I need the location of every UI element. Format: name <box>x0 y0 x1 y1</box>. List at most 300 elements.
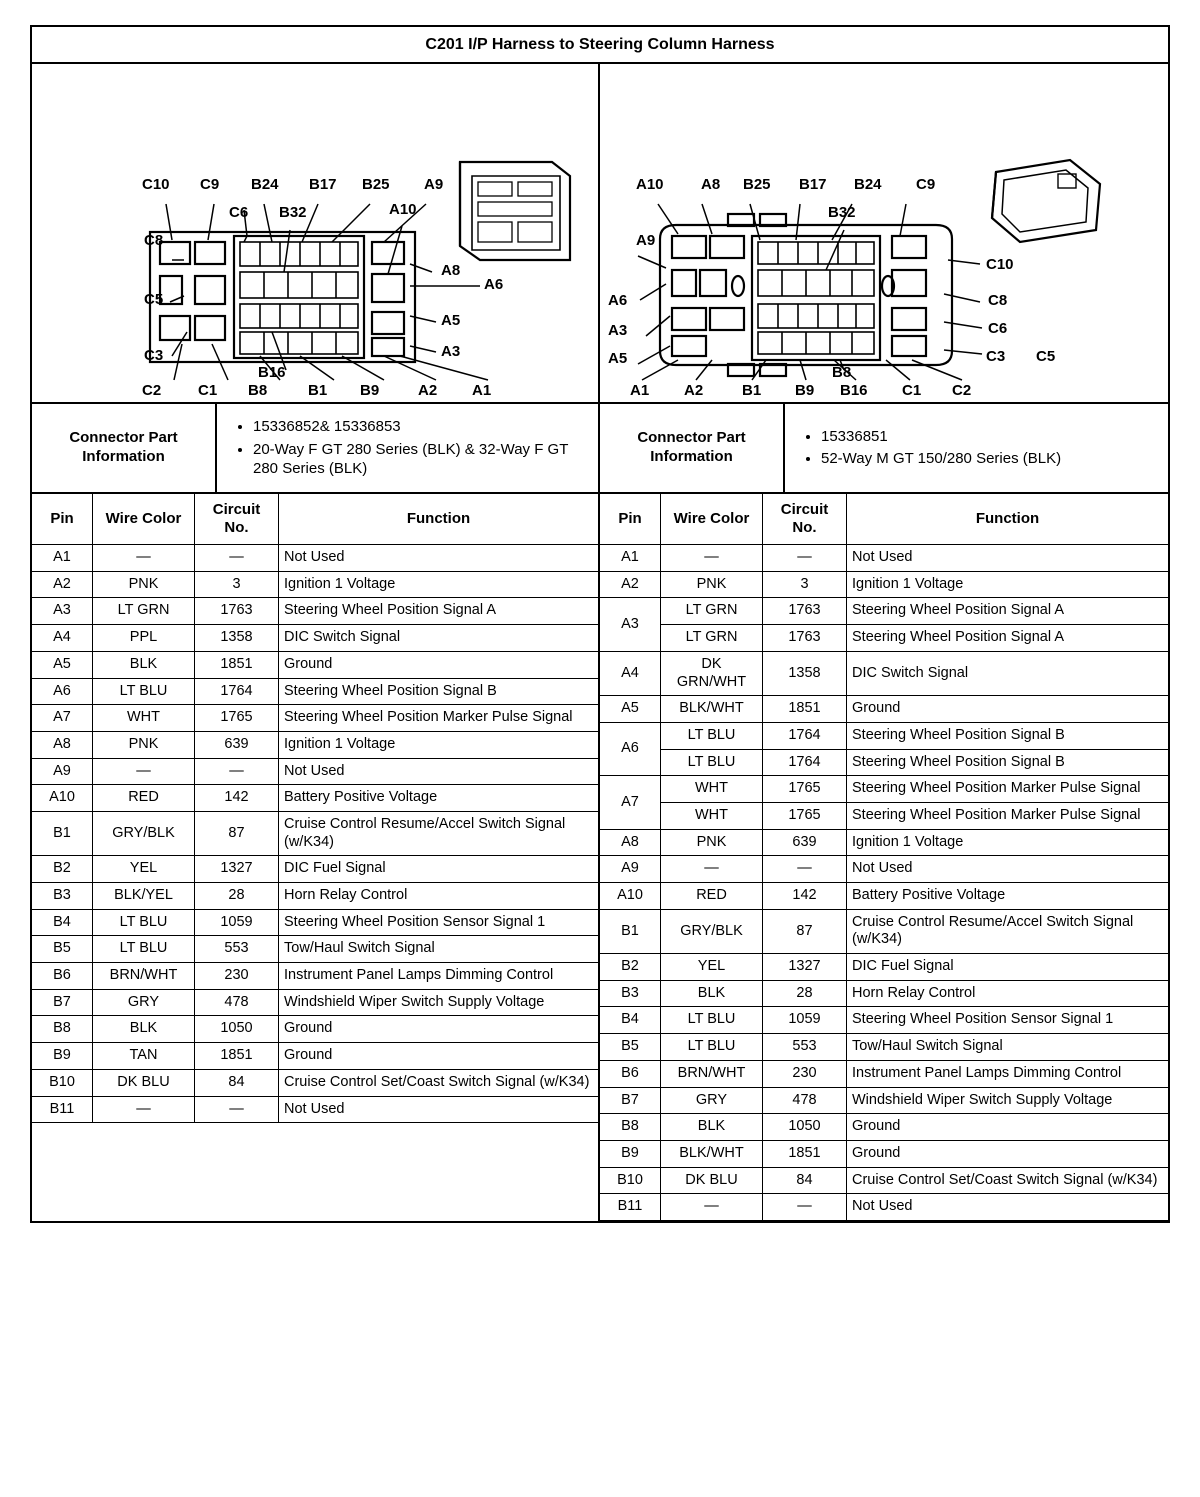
table-row <box>600 1007 1168 1034</box>
cell-circuit-no: 84 <box>195 1069 279 1096</box>
cell-circuit-no: 553 <box>195 936 279 963</box>
cell-wire-color: WHT <box>93 705 195 732</box>
cell-circuit-no: 142 <box>195 785 279 812</box>
cell-circuit-no: — <box>763 1194 847 1221</box>
cell-wire-color: TAN <box>93 1043 195 1070</box>
pin-label-b8: B8 <box>248 382 268 399</box>
cell-wire-color: — <box>661 545 763 572</box>
cell-function: Cruise Control Set/Coast Switch Signal (w/K34) <box>279 1069 599 1096</box>
cell-pin: A9 <box>600 856 661 883</box>
table-row <box>32 598 598 625</box>
list-item: • 15336851 <box>821 427 1162 447</box>
cell-function: Windshield Wiper Switch Supply Voltage <box>279 989 599 1016</box>
cell-function: Ground <box>279 1016 599 1043</box>
table-row <box>600 1060 1168 1087</box>
cell-circuit-no: — <box>195 758 279 785</box>
cell-function: Not Used <box>279 545 599 572</box>
cell-wire-color: — <box>661 1194 763 1221</box>
cell-wire-color: BLK/WHT <box>661 696 763 723</box>
right-pin-table-wrapper <box>600 494 1168 1221</box>
cell-wire-color: LT GRN <box>93 598 195 625</box>
cell-pin: A7 <box>32 705 93 732</box>
cell-wire-color: — <box>93 758 195 785</box>
pin-label-a8: A8 <box>441 262 461 279</box>
pin-label-a3: A3 <box>441 343 461 360</box>
pin-label-b24: B24 <box>854 176 882 193</box>
cell-circuit-no: — <box>195 1096 279 1123</box>
cell-pin: A7 <box>600 776 661 829</box>
table-row <box>32 785 598 812</box>
table-row <box>600 1194 1168 1221</box>
table-row <box>600 883 1168 910</box>
cell-pin: B9 <box>32 1043 93 1070</box>
cell-wire-color: LT GRN <box>661 625 763 652</box>
table-row <box>600 749 1168 776</box>
cell-function: Windshield Wiper Switch Supply Voltage <box>847 1087 1169 1114</box>
column-header-wire-color: Wire Color <box>661 494 763 545</box>
table-row <box>600 980 1168 1007</box>
cell-wire-color: LT BLU <box>93 909 195 936</box>
pin-label-c2: C2 <box>142 382 162 399</box>
cell-pin: A3 <box>600 598 661 651</box>
cell-circuit-no: 1851 <box>763 1140 847 1167</box>
cell-function: Steering Wheel Position Marker Pulse Signal <box>847 776 1169 803</box>
cell-circuit-no: 142 <box>763 883 847 910</box>
cell-pin: B2 <box>600 954 661 981</box>
left-pin-table <box>32 494 598 1124</box>
cell-function: Tow/Haul Switch Signal <box>847 1034 1169 1061</box>
pin-label-a10: A10 <box>389 201 417 218</box>
cell-circuit-no: 639 <box>195 731 279 758</box>
table-row <box>600 651 1168 695</box>
table-row <box>32 963 598 990</box>
cell-pin: B10 <box>600 1167 661 1194</box>
cell-pin: A2 <box>600 571 661 598</box>
table-row <box>32 651 598 678</box>
cell-pin: B1 <box>32 811 93 855</box>
left-connector-drawing <box>32 64 600 402</box>
connector-part-information-label: Connector Part Information <box>32 404 217 492</box>
cell-circuit-no: 1763 <box>763 598 847 625</box>
cell-function: Cruise Control Resume/Accel Switch Signal (w/K34) <box>279 811 599 855</box>
table-row <box>600 954 1168 981</box>
cell-pin: B8 <box>600 1114 661 1141</box>
cell-wire-color: LT BLU <box>661 722 763 749</box>
cell-function: Ignition 1 Voltage <box>847 829 1169 856</box>
cell-pin: A5 <box>32 651 93 678</box>
pin-label-b16: B16 <box>840 382 868 399</box>
cell-function: Ground <box>847 1114 1169 1141</box>
connector-part-information-left-list <box>217 404 598 492</box>
pin-label-b32: B32 <box>279 204 307 221</box>
cell-wire-color: BLK <box>661 1114 763 1141</box>
cell-wire-color: BLK/YEL <box>93 883 195 910</box>
table-row <box>600 856 1168 883</box>
cell-circuit-no: 553 <box>763 1034 847 1061</box>
column-header-pin: Pin <box>600 494 661 545</box>
pin-label-c3: C3 <box>986 348 1006 365</box>
cell-wire-color: BLK <box>661 980 763 1007</box>
pin-label-a9: A9 <box>424 176 444 193</box>
table-row <box>32 705 598 732</box>
pin-label-b9: B9 <box>360 382 380 399</box>
table-row <box>600 829 1168 856</box>
cell-pin: A4 <box>600 651 661 695</box>
cell-wire-color: LT BLU <box>661 749 763 776</box>
connector-part-information-right <box>600 404 1168 492</box>
pin-tables-row <box>32 494 1168 1221</box>
cell-pin: B3 <box>32 883 93 910</box>
cell-pin: A6 <box>600 722 661 775</box>
table-row <box>32 1043 598 1070</box>
pin-label-b8: B8 <box>832 364 852 381</box>
cell-circuit-no: 1765 <box>763 776 847 803</box>
pin-label-b9: B9 <box>795 382 815 399</box>
cell-circuit-no: 1327 <box>763 954 847 981</box>
pin-label-c1: C1 <box>902 382 922 399</box>
cell-pin: B7 <box>32 989 93 1016</box>
cell-circuit-no: 639 <box>763 829 847 856</box>
cell-wire-color: PNK <box>93 731 195 758</box>
column-header-function: Function <box>847 494 1169 545</box>
cell-circuit-no: 1763 <box>763 625 847 652</box>
left-connector-diagram <box>32 64 600 402</box>
cell-circuit-no: 87 <box>195 811 279 855</box>
cell-circuit-no: 1851 <box>763 696 847 723</box>
pin-label-a3: A3 <box>608 322 628 339</box>
cell-circuit-no: — <box>195 545 279 572</box>
pin-label-c5: C5 <box>144 291 164 308</box>
cell-circuit-no: 1050 <box>763 1114 847 1141</box>
cell-wire-color: WHT <box>661 802 763 829</box>
cell-function: Cruise Control Resume/Accel Switch Signal (w/K34) <box>847 909 1169 953</box>
pin-label-c1: C1 <box>198 382 218 399</box>
cell-pin: A8 <box>600 829 661 856</box>
list-item: • 20-Way F GT 280 Series (BLK) & 32-Way F GT 280 Series (BLK) <box>253 440 592 479</box>
cell-pin: B3 <box>600 980 661 1007</box>
list-item: • 15336852& 15336853 <box>253 417 592 437</box>
pin-label-b17: B17 <box>309 176 337 193</box>
cell-pin: A10 <box>32 785 93 812</box>
cell-function: DIC Switch Signal <box>847 651 1169 695</box>
table-row <box>600 1167 1168 1194</box>
cell-circuit-no: 28 <box>763 980 847 1007</box>
column-header-pin: Pin <box>32 494 93 545</box>
cell-function: Steering Wheel Position Signal A <box>847 598 1169 625</box>
cell-circuit-no: 478 <box>763 1087 847 1114</box>
cell-circuit-no: 1765 <box>195 705 279 732</box>
table-row <box>600 696 1168 723</box>
cell-circuit-no: 1059 <box>763 1007 847 1034</box>
connector-sheet <box>30 25 1170 1223</box>
cell-circuit-no: 3 <box>195 571 279 598</box>
pin-label-b32: B32 <box>828 204 856 221</box>
cell-circuit-no: 1358 <box>195 625 279 652</box>
cell-wire-color: LT GRN <box>661 598 763 625</box>
cell-circuit-no: — <box>763 545 847 572</box>
cell-function: Cruise Control Set/Coast Switch Signal (w/K34) <box>847 1167 1169 1194</box>
pin-label-a2: A2 <box>684 382 704 399</box>
pin-label-a1: A1 <box>472 382 492 399</box>
cell-function: DIC Fuel Signal <box>847 954 1169 981</box>
table-row <box>600 571 1168 598</box>
table-row <box>32 909 598 936</box>
pin-label-b1: B1 <box>742 382 762 399</box>
cell-pin: B1 <box>600 909 661 953</box>
pin-label-a6: A6 <box>484 276 504 293</box>
cell-circuit-no: 230 <box>763 1060 847 1087</box>
left-pin-table-body <box>32 545 598 1123</box>
cell-circuit-no: 1765 <box>763 802 847 829</box>
cell-function: DIC Switch Signal <box>279 625 599 652</box>
cell-pin: A1 <box>600 545 661 572</box>
cell-function: Steering Wheel Position Signal B <box>847 749 1169 776</box>
pin-label-c9: C9 <box>200 176 220 193</box>
pin-label-c2: C2 <box>952 382 972 399</box>
cell-function: Not Used <box>847 856 1169 883</box>
cell-wire-color: YEL <box>661 954 763 981</box>
cell-function: Ground <box>279 651 599 678</box>
page-title: C201 I/P Harness to Steering Column Harness <box>32 27 1168 64</box>
table-row <box>32 758 598 785</box>
cell-wire-color: — <box>661 856 763 883</box>
cell-function: Steering Wheel Position Signal A <box>847 625 1169 652</box>
pin-label-c3: C3 <box>144 347 164 364</box>
diagram-row <box>32 64 1168 404</box>
cell-pin: B4 <box>600 1007 661 1034</box>
cell-wire-color: GRY/BLK <box>661 909 763 953</box>
table-row <box>32 625 598 652</box>
pin-label-c5: C5 <box>1036 348 1056 365</box>
cell-pin: B11 <box>32 1096 93 1123</box>
cell-pin: A1 <box>32 545 93 572</box>
pin-label-a5: A5 <box>608 350 628 367</box>
cell-wire-color: RED <box>661 883 763 910</box>
cell-wire-color: DK BLU <box>93 1069 195 1096</box>
table-row <box>32 731 598 758</box>
cell-circuit-no: 28 <box>195 883 279 910</box>
cell-pin: A2 <box>32 571 93 598</box>
cell-pin: B6 <box>600 1060 661 1087</box>
cell-pin: B11 <box>600 1194 661 1221</box>
right-pin-table-body <box>600 545 1168 1221</box>
cell-wire-color: LT BLU <box>93 936 195 963</box>
cell-function: Tow/Haul Switch Signal <box>279 936 599 963</box>
column-header-function: Function <box>279 494 599 545</box>
cell-wire-color: GRY/BLK <box>93 811 195 855</box>
cell-pin: A6 <box>32 678 93 705</box>
right-pin-table <box>600 494 1168 1221</box>
cell-circuit-no: 1764 <box>763 722 847 749</box>
list-item: • 52-Way M GT 150/280 Series (BLK) <box>821 449 1162 469</box>
cell-circuit-no: 1851 <box>195 651 279 678</box>
cell-circuit-no: 87 <box>763 909 847 953</box>
left-pin-table-wrapper <box>32 494 600 1221</box>
pin-label-c10: C10 <box>986 256 1014 273</box>
cell-function: Ground <box>847 1140 1169 1167</box>
cell-wire-color: PNK <box>93 571 195 598</box>
cell-function: Steering Wheel Position Marker Pulse Signal <box>847 802 1169 829</box>
cell-circuit-no: 1764 <box>195 678 279 705</box>
column-header-wire-color: Wire Color <box>93 494 195 545</box>
cell-pin: A9 <box>32 758 93 785</box>
table-row <box>32 989 598 1016</box>
pin-label-c6: C6 <box>229 204 249 221</box>
pin-label-a9: A9 <box>636 232 656 249</box>
pin-label-c8: C8 <box>988 292 1008 309</box>
cell-wire-color: RED <box>93 785 195 812</box>
table-header-row <box>600 494 1168 545</box>
table-row <box>600 598 1168 625</box>
cell-function: Ground <box>279 1043 599 1070</box>
table-row <box>600 1087 1168 1114</box>
cell-wire-color: LT BLU <box>661 1034 763 1061</box>
table-row <box>600 776 1168 803</box>
column-header-circuit-no: Circuit No. <box>763 494 847 545</box>
table-row <box>32 571 598 598</box>
cell-circuit-no: 478 <box>195 989 279 1016</box>
cell-function: Ground <box>847 696 1169 723</box>
cell-function: Steering Wheel Position Signal B <box>279 678 599 705</box>
cell-function: Ignition 1 Voltage <box>279 731 599 758</box>
connector-part-information-label: Connector Part Information <box>600 404 785 492</box>
pin-label-b25: B25 <box>362 176 390 193</box>
cell-circuit-no: 1764 <box>763 749 847 776</box>
cell-wire-color: PNK <box>661 829 763 856</box>
table-row <box>600 722 1168 749</box>
table-row <box>600 1034 1168 1061</box>
pin-label-a10: A10 <box>636 176 664 193</box>
table-row <box>600 625 1168 652</box>
cell-wire-color: PPL <box>93 625 195 652</box>
pin-label-a6: A6 <box>608 292 628 309</box>
cell-function: Not Used <box>279 758 599 785</box>
table-row <box>600 545 1168 572</box>
table-row <box>32 545 598 572</box>
cell-wire-color: BLK <box>93 1016 195 1043</box>
cell-circuit-no: 1763 <box>195 598 279 625</box>
table-row <box>600 1140 1168 1167</box>
table-row <box>600 802 1168 829</box>
cell-wire-color: — <box>93 545 195 572</box>
cell-wire-color: BRN/WHT <box>661 1060 763 1087</box>
cell-pin: B6 <box>32 963 93 990</box>
cell-wire-color: PNK <box>661 571 763 598</box>
table-row <box>32 936 598 963</box>
table-row <box>32 1069 598 1096</box>
connector-part-information-left <box>32 404 600 492</box>
cell-circuit-no: 1358 <box>763 651 847 695</box>
table-row <box>32 1016 598 1043</box>
cell-function: DIC Fuel Signal <box>279 856 599 883</box>
cell-pin: A5 <box>600 696 661 723</box>
column-header-circuit-no: Circuit No. <box>195 494 279 545</box>
table-row <box>32 856 598 883</box>
cell-function: Steering Wheel Position Sensor Signal 1 <box>279 909 599 936</box>
cell-circuit-no: 1851 <box>195 1043 279 1070</box>
cell-function: Not Used <box>279 1096 599 1123</box>
cell-wire-color: LT BLU <box>93 678 195 705</box>
cell-function: Ignition 1 Voltage <box>847 571 1169 598</box>
cell-circuit-no: 3 <box>763 571 847 598</box>
cell-wire-color: DK GRN/WHT <box>661 651 763 695</box>
cell-pin: B4 <box>32 909 93 936</box>
cell-pin: B10 <box>32 1069 93 1096</box>
cell-circuit-no: — <box>763 856 847 883</box>
table-header-row <box>32 494 598 545</box>
connector-part-information-row <box>32 404 1168 494</box>
pin-label-b1: B1 <box>308 382 328 399</box>
pin-label-a8: A8 <box>701 176 721 193</box>
connector-part-information-right-list <box>785 404 1168 492</box>
cell-wire-color: GRY <box>93 989 195 1016</box>
cell-wire-color: DK BLU <box>661 1167 763 1194</box>
table-row <box>32 883 598 910</box>
cell-wire-color: — <box>93 1096 195 1123</box>
table-row <box>32 678 598 705</box>
cell-function: Steering Wheel Position Marker Pulse Signal <box>279 705 599 732</box>
table-row <box>32 811 598 855</box>
cell-wire-color: BLK <box>93 651 195 678</box>
cell-pin: A4 <box>32 625 93 652</box>
table-row <box>32 1096 598 1123</box>
right-connector-diagram <box>600 64 1168 402</box>
cell-function: Battery Positive Voltage <box>847 883 1169 910</box>
cell-pin: B7 <box>600 1087 661 1114</box>
pin-label-b24: B24 <box>251 176 279 193</box>
pin-label-a2: A2 <box>418 382 438 399</box>
cell-pin: B9 <box>600 1140 661 1167</box>
cell-function: Horn Relay Control <box>279 883 599 910</box>
cell-pin: B8 <box>32 1016 93 1043</box>
cell-circuit-no: 230 <box>195 963 279 990</box>
pin-label-c6: C6 <box>988 320 1008 337</box>
cell-circuit-no: 1050 <box>195 1016 279 1043</box>
cell-wire-color: BLK/WHT <box>661 1140 763 1167</box>
pin-label-a5: A5 <box>441 312 461 329</box>
cell-circuit-no: 1327 <box>195 856 279 883</box>
cell-function: Battery Positive Voltage <box>279 785 599 812</box>
cell-pin: A8 <box>32 731 93 758</box>
cell-pin: B5 <box>600 1034 661 1061</box>
table-row <box>600 1114 1168 1141</box>
cell-circuit-no: 1059 <box>195 909 279 936</box>
cell-function: Not Used <box>847 1194 1169 1221</box>
pin-label-b25: B25 <box>743 176 771 193</box>
cell-function: Steering Wheel Position Sensor Signal 1 <box>847 1007 1169 1034</box>
right-connector-drawing <box>600 64 1168 402</box>
cell-pin: B5 <box>32 936 93 963</box>
cell-pin: A3 <box>32 598 93 625</box>
cell-function: Horn Relay Control <box>847 980 1169 1007</box>
cell-function: Not Used <box>847 545 1169 572</box>
cell-wire-color: BRN/WHT <box>93 963 195 990</box>
cell-function: Steering Wheel Position Signal A <box>279 598 599 625</box>
cell-wire-color: LT BLU <box>661 1007 763 1034</box>
pin-label-b17: B17 <box>799 176 827 193</box>
cell-circuit-no: 84 <box>763 1167 847 1194</box>
cell-function: Ignition 1 Voltage <box>279 571 599 598</box>
cell-wire-color: WHT <box>661 776 763 803</box>
pin-label-c10: C10 <box>142 176 170 193</box>
cell-function: Steering Wheel Position Signal B <box>847 722 1169 749</box>
cell-wire-color: GRY <box>661 1087 763 1114</box>
pin-label-a1: A1 <box>630 382 650 399</box>
cell-pin: B2 <box>32 856 93 883</box>
pin-label-c8: C8 <box>144 232 164 249</box>
pin-label-c9: C9 <box>916 176 936 193</box>
pin-label-b16: B16 <box>258 364 286 381</box>
